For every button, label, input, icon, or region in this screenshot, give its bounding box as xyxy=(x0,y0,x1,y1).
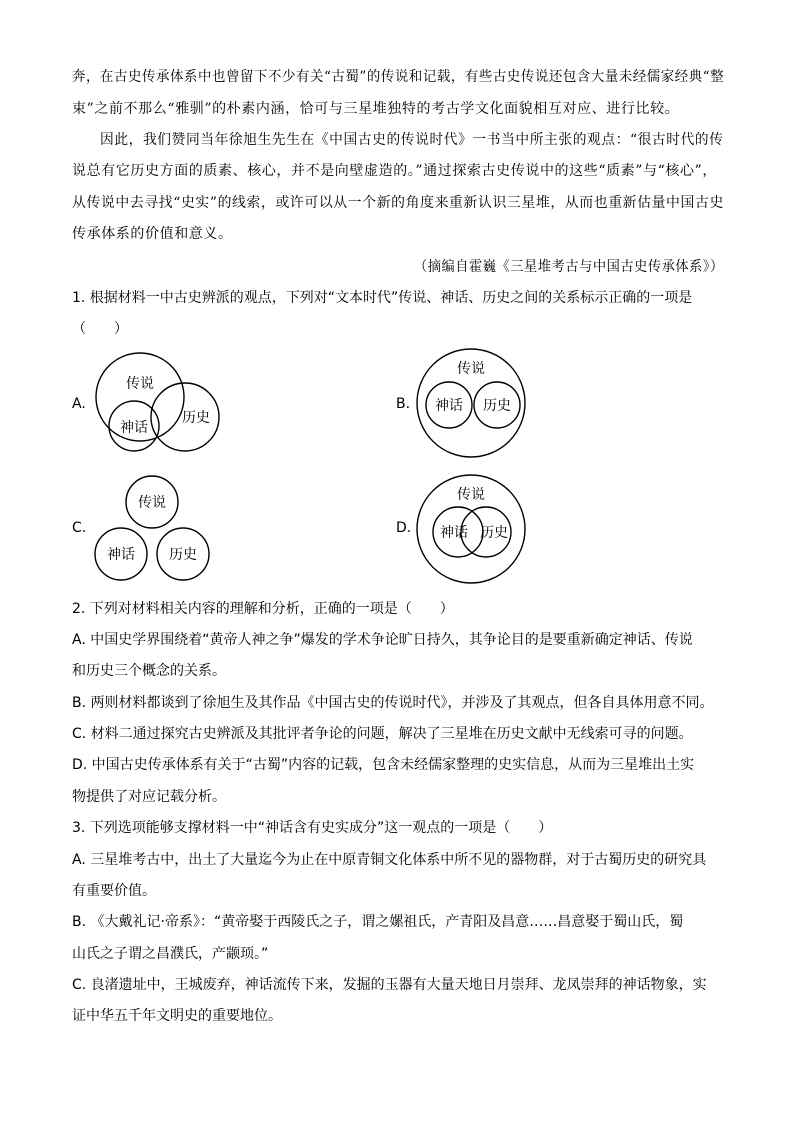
q3-option-c-line-2[interactable]: 证中华五千年文明史的重要地位。 xyxy=(72,1008,282,1024)
b-text-lishi: 历史 xyxy=(483,398,511,414)
q3-option-a-line-2[interactable]: 有重要价值。 xyxy=(72,883,156,899)
q3-option-b-line-2[interactable]: 山氏之子谓之昌濮氏，产颛顼。” xyxy=(72,946,269,962)
passage-line-6: 传承体系的价值和意义。 xyxy=(72,226,233,242)
passage-line-3: 因此，我们赞同当年徐旭生先生在《中国古史的传说时代》一书当中所主张的观点：“很古时代的传 xyxy=(100,132,724,148)
passage-line-1: 奔，在古史传承体系中也曾留下不少有关“古蜀”的传说和记载，有些古史传说还包含大量未经儒家经典“整 xyxy=(72,69,725,85)
q1-option-a-label[interactable]: A. xyxy=(72,396,86,412)
a-text-shenhua: 神话 xyxy=(120,420,148,436)
d-text-chuanshuo: 传说 xyxy=(457,487,485,503)
q1-option-c-label[interactable]: C. xyxy=(72,520,87,536)
c-text-chuanshuo: 传说 xyxy=(138,495,166,511)
q1-option-b-label[interactable]: B. xyxy=(396,396,411,412)
q1-option-c-diagram[interactable] xyxy=(90,474,215,584)
c-text-lishi: 历史 xyxy=(169,547,197,563)
q1-option-a-diagram[interactable] xyxy=(90,352,220,457)
q3-stem: 3. 下列选项能够支撑材料一中“神话含有史实成分”这一观点的一项是（ ） xyxy=(72,820,553,836)
c-text-shenhua: 神话 xyxy=(107,547,135,563)
q2-option-a-line-1[interactable]: A. 中国史学界围绕着“黄帝人神之争”爆发的学术争论旷日持久，其争论目的是要重新确定神话、传说 xyxy=(72,632,693,648)
passage-line-4: 说总有它历史方面的质素、核心，并不是向壁虚造的。”通过探索古史传说中的这些“质素”与“核心”， xyxy=(72,163,717,179)
q2-stem: 2. 下列对材料相关内容的理解和分析，正确的一项是（ ） xyxy=(72,601,454,617)
q3-option-a-line-1[interactable]: A. 三星堆考古中，出土了大量迄今为止在中原青铜文化体系中所不见的器物群，对于古蜀历史的研究具 xyxy=(72,852,707,868)
d-text-lishi: 历史 xyxy=(480,525,508,541)
passage-source: （摘编自霍巍《三星堆考古与中国古史传承体系》） xyxy=(414,259,724,275)
q1-option-d-label[interactable]: D. xyxy=(396,520,412,536)
q1-stem: 1. 根据材料一中古史辨派的观点，下列对“文本时代”传说、神话、历史之间的关系标示正确的一项是 xyxy=(72,290,693,306)
q2-option-b[interactable]: B. 两则材料都谈到了徐旭生及其作品《中国古史的传说时代》，并涉及了其观点，但各自具体用意不同。 xyxy=(72,695,714,711)
b-text-chuanshuo: 传说 xyxy=(457,361,485,377)
q2-option-a-line-2[interactable]: 和历史三个概念的关系。 xyxy=(72,663,226,679)
q3-option-b-line-1[interactable]: B. 《大戴礼记·帝系》：“黄帝娶于西陵氏之子，谓之嫘祖氏，产青阳及昌意……昌意娶于蜀山氏，蜀 xyxy=(72,914,684,930)
q2-option-c[interactable]: C. 材料二通过探究古史辨派及其批评者争论的问题，解决了三星堆在历史文献中无线索可寻的问题。 xyxy=(72,726,693,742)
d-text-shenhua: 神话 xyxy=(440,525,468,541)
q2-option-d-line-1[interactable]: D. 中国古史传承体系有关于“古蜀”内容的记载，包含未经儒家整理的史实信息，从而为三星堆出土实 xyxy=(72,757,695,773)
q2-option-d-line-2[interactable]: 物提供了对应记载分析。 xyxy=(72,789,226,805)
q1-option-b-diagram[interactable] xyxy=(414,346,529,461)
passage-line-5: 从传说中去寻找“史实”的线索，或许可以从一个新的角度来重新认识三星堆，从而也重新估量中国古史 xyxy=(72,195,724,211)
q3-option-c-line-1[interactable]: C. 良渚遗址中，王城废弃，神话流传下来，发掘的玉器有大量天地日月崇拜、龙凤崇拜的神话物象，实 xyxy=(72,977,707,993)
passage-line-2: 束”之前不那么“雅驯”的朴素内涵，恰可与三星堆独特的考古学文化面貌相互对应、进行比较。 xyxy=(72,101,680,117)
a-text-chuanshuo: 传说 xyxy=(126,376,154,392)
q1-option-d-diagram[interactable] xyxy=(414,472,529,587)
a-text-lishi: 历史 xyxy=(182,410,210,426)
b-text-shenhua: 神话 xyxy=(435,398,463,414)
q1-bracket: （ ） xyxy=(72,321,128,337)
